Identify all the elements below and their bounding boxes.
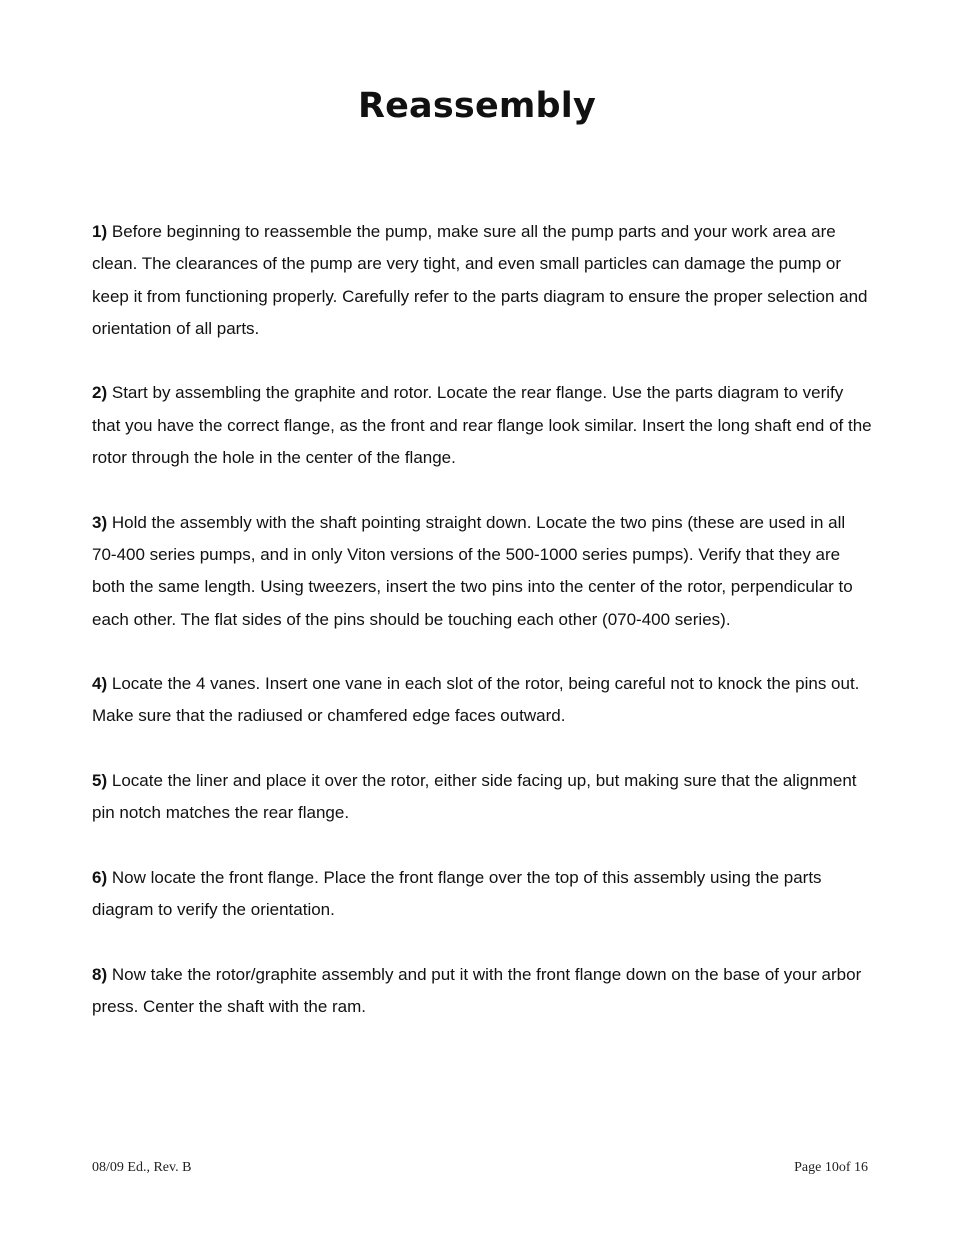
step-number: 8)	[92, 964, 108, 984]
step-6	[92, 862, 872, 927]
step-3	[92, 507, 872, 636]
step-4	[92, 668, 872, 733]
step-text: Before beginning to reassemble the pump, make sure all the pump parts and your work area are clean. The clearances of the pump are very tight, and even small particles can damage the pump or keep it from functioning properly. Carefully refer to the parts diagram to ensure the proper selection and orientation of all parts.	[92, 222, 868, 338]
step-text: Locate the 4 vanes. Insert one vane in each slot of the rotor, being careful not to knock the pins out. Make sure that the radiused or chamfered edge faces outward.	[92, 674, 860, 726]
step-text: Now take the rotor/graphite assembly and put it with the front flange down on the base of your arbor press. Center the shaft with the ram.	[92, 964, 862, 1017]
step-number: 5)	[92, 771, 108, 791]
step-number: 6)	[92, 867, 108, 887]
document-body	[92, 216, 872, 1056]
step-number: 3)	[92, 512, 108, 532]
step-text: Locate the liner and place it over the rotor, either side facing up, but making sure that the alignment pin notch matches the rear flange.	[92, 771, 857, 823]
step-number: 2)	[92, 383, 108, 403]
step-5	[92, 765, 872, 830]
step-number: 4)	[92, 674, 108, 694]
step-text: Hold the assembly with the shaft pointing straight down. Locate the two pins (these are used in all 70-400 series pumps, and in only Viton versions of the 500-1000 series pumps). Verify that they are both the same length. Using tweezers, insert the two pins into the center of the rotor, perpendicular to each other. The flat sides of the pins should be touching each other (070-400 series).	[92, 512, 853, 629]
step-number: 1)	[92, 222, 108, 241]
footer-page-number: Page 10of 16	[794, 1160, 868, 1175]
step-text: Now locate the front flange. Place the front flange over the top of this assembly using the parts diagram to verify the orientation.	[92, 867, 822, 920]
footer-edition: 08/09 Ed., Rev. B	[92, 1160, 192, 1175]
step-1	[92, 216, 872, 345]
page-title: Reassembly	[357, 86, 597, 126]
step-8	[92, 959, 872, 1024]
step-2	[92, 377, 872, 474]
step-text: Start by assembling the graphite and rotor. Locate the rear flange. Use the parts diagram to verify that you have the correct flange, as the front and rear flange look similar. Insert the long shaft end of the rotor through the hole in the center of the flange.	[92, 383, 872, 468]
